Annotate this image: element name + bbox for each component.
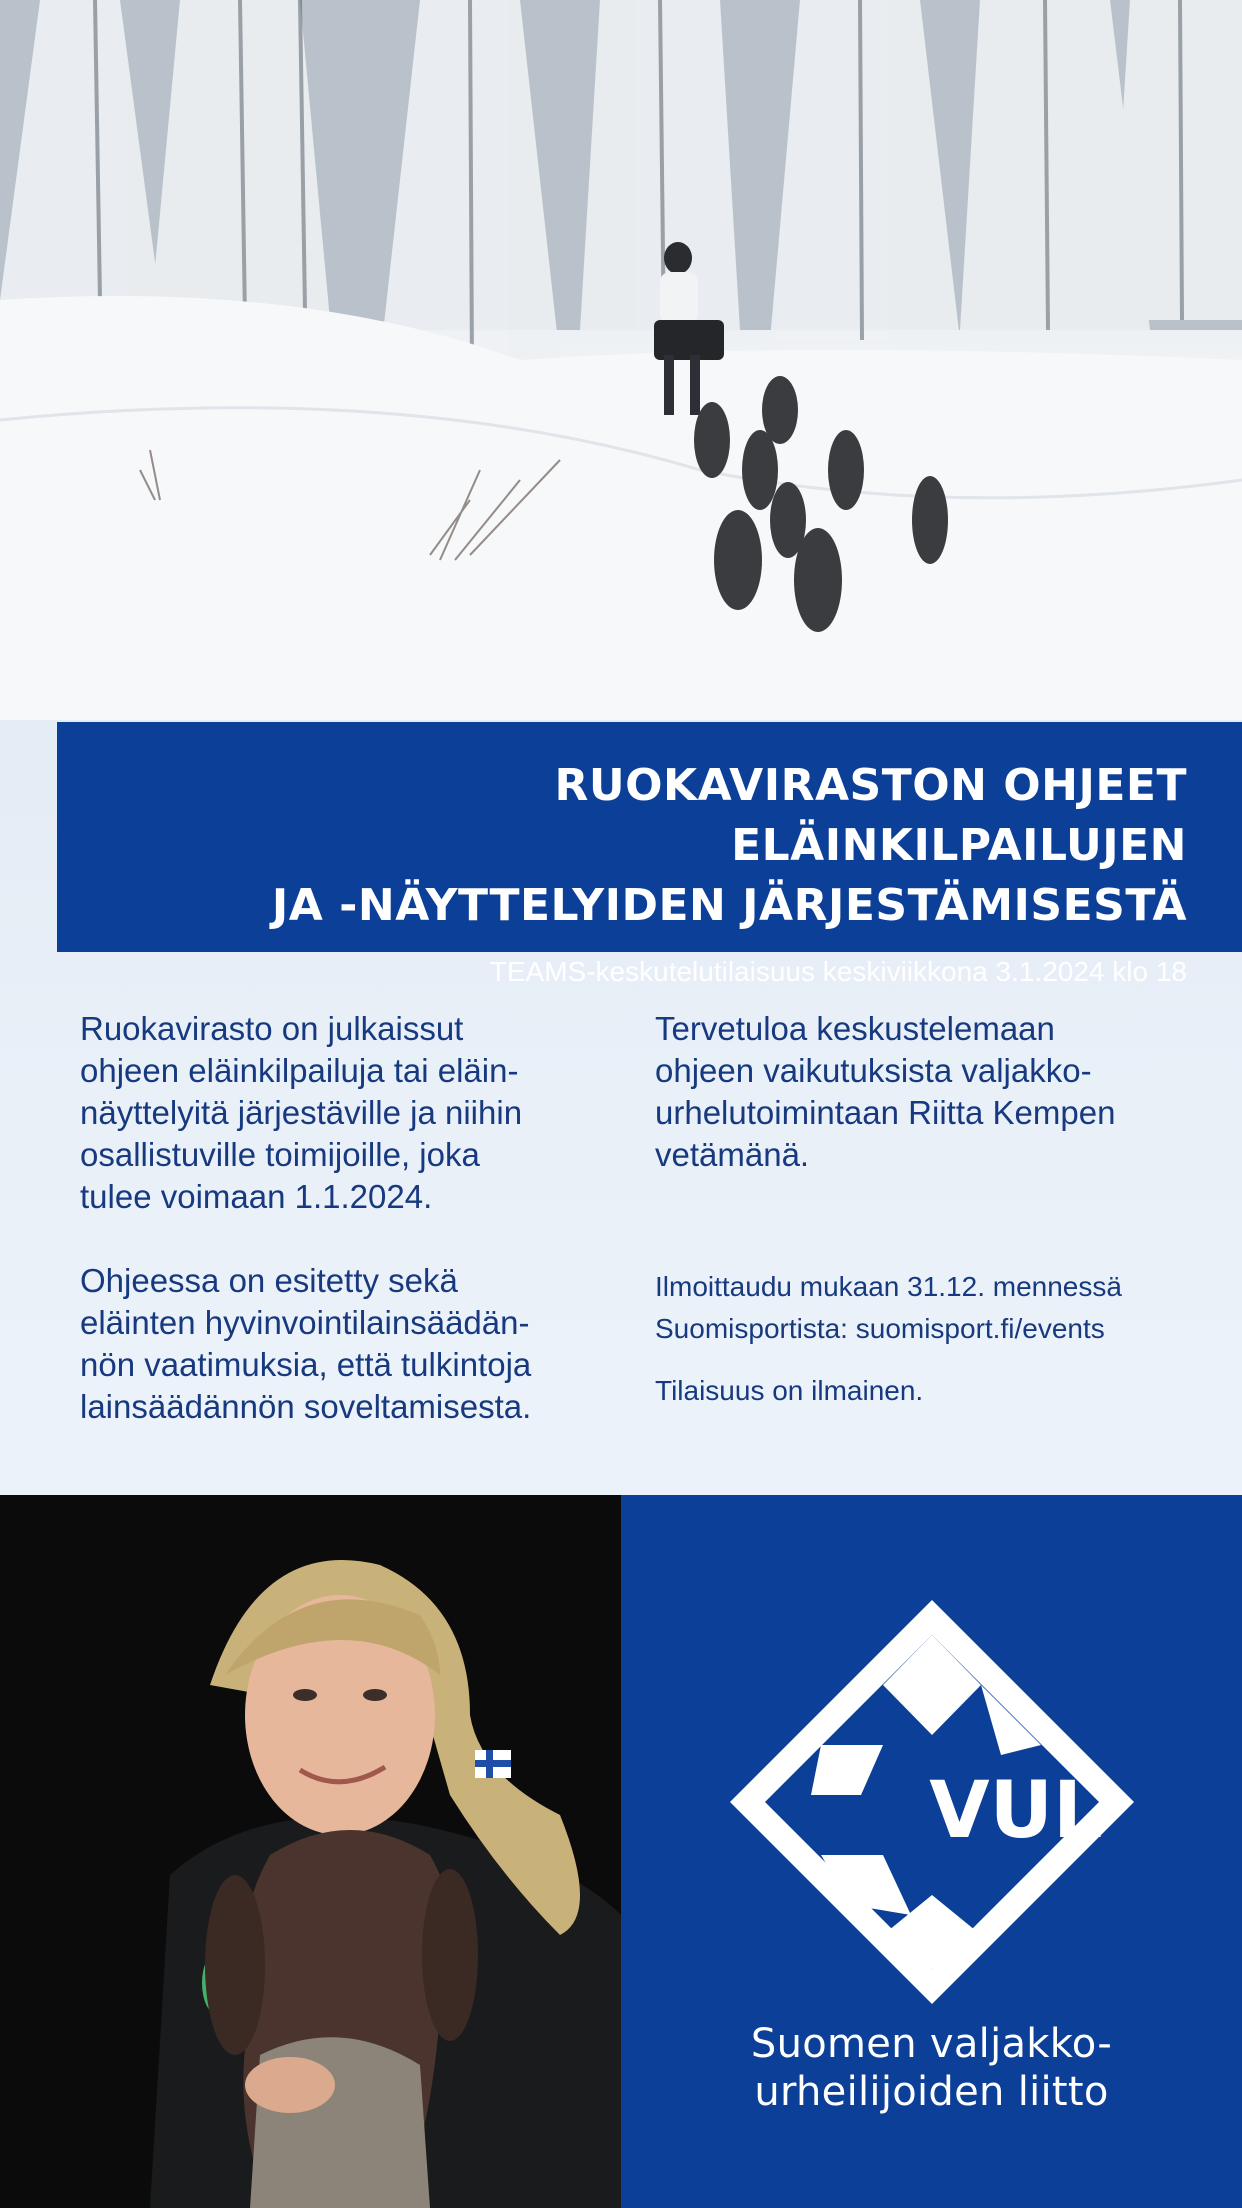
text-line: nön vaatimuksia, että tulkintoja: [80, 1346, 532, 1383]
welcome-paragraph: [655, 1008, 1195, 1176]
text-line: eläinten hyvinvointilainsäädän-: [80, 1304, 530, 1341]
logo-panel: [621, 1495, 1242, 2208]
registration-info: [655, 1266, 1195, 1350]
logo-text: VUL: [929, 1766, 1103, 1856]
text-line: tulee voimaan 1.1.2024.: [80, 1178, 433, 1215]
free-event-note: Tilaisuus on ilmainen.: [655, 1375, 924, 1406]
text-line: Ruokavirasto on julkaissut: [80, 1010, 464, 1047]
text-line: Ohjeessa on esitetty sekä: [80, 1262, 458, 1299]
text-line: Ilmoittaudu mukaan 31.12. mennessä: [655, 1271, 1122, 1302]
organization-name: [621, 2020, 1242, 2116]
right-column: [655, 1008, 1195, 1412]
text-line: näyttelyitä järjestäville ja niihin: [80, 1094, 523, 1131]
page-title: [97, 756, 1187, 936]
text-line: osallistuville toimijoille, joka: [80, 1136, 480, 1173]
text-line: ohjeen eläinkilpailuja tai eläin-: [80, 1052, 519, 1089]
event-subtitle: TEAMS-keskutelutilaisuus keskiviikkona 3.1.2024 klo 18: [489, 956, 1187, 987]
title-banner: [57, 722, 1242, 987]
text-line: urhelutoimintaan Riitta Kempen: [655, 1094, 1116, 1131]
org-name-line-2: urheilijoiden liitto: [754, 2069, 1109, 2115]
left-column: [80, 1008, 610, 1428]
title-line-1: RUOKAVIRASTON OHJEET ELÄINKILPAILUJEN: [554, 760, 1187, 871]
text-line: ohjeen vaikutuksista valjakko-: [655, 1052, 1092, 1089]
detail-paragraph: [80, 1260, 610, 1428]
intro-paragraph: [80, 1008, 610, 1218]
text-line: Tervetuloa keskustelemaan: [655, 1010, 1055, 1047]
title-line-2: JA -NÄYTTELYIDEN JÄRJESTÄMISESTÄ: [271, 880, 1187, 931]
portrait-photo: [0, 1495, 621, 2208]
text-line: vetämänä.: [655, 1136, 810, 1173]
org-name-line-1: Suomen valjakko-: [750, 2021, 1113, 2067]
text-line: lainsäädännön soveltamisesta.: [80, 1388, 532, 1425]
registration-link[interactable]: Suomisportista: suomisport.fi/events: [655, 1313, 1105, 1344]
hero-photo-sled-dogs: [0, 0, 1242, 720]
